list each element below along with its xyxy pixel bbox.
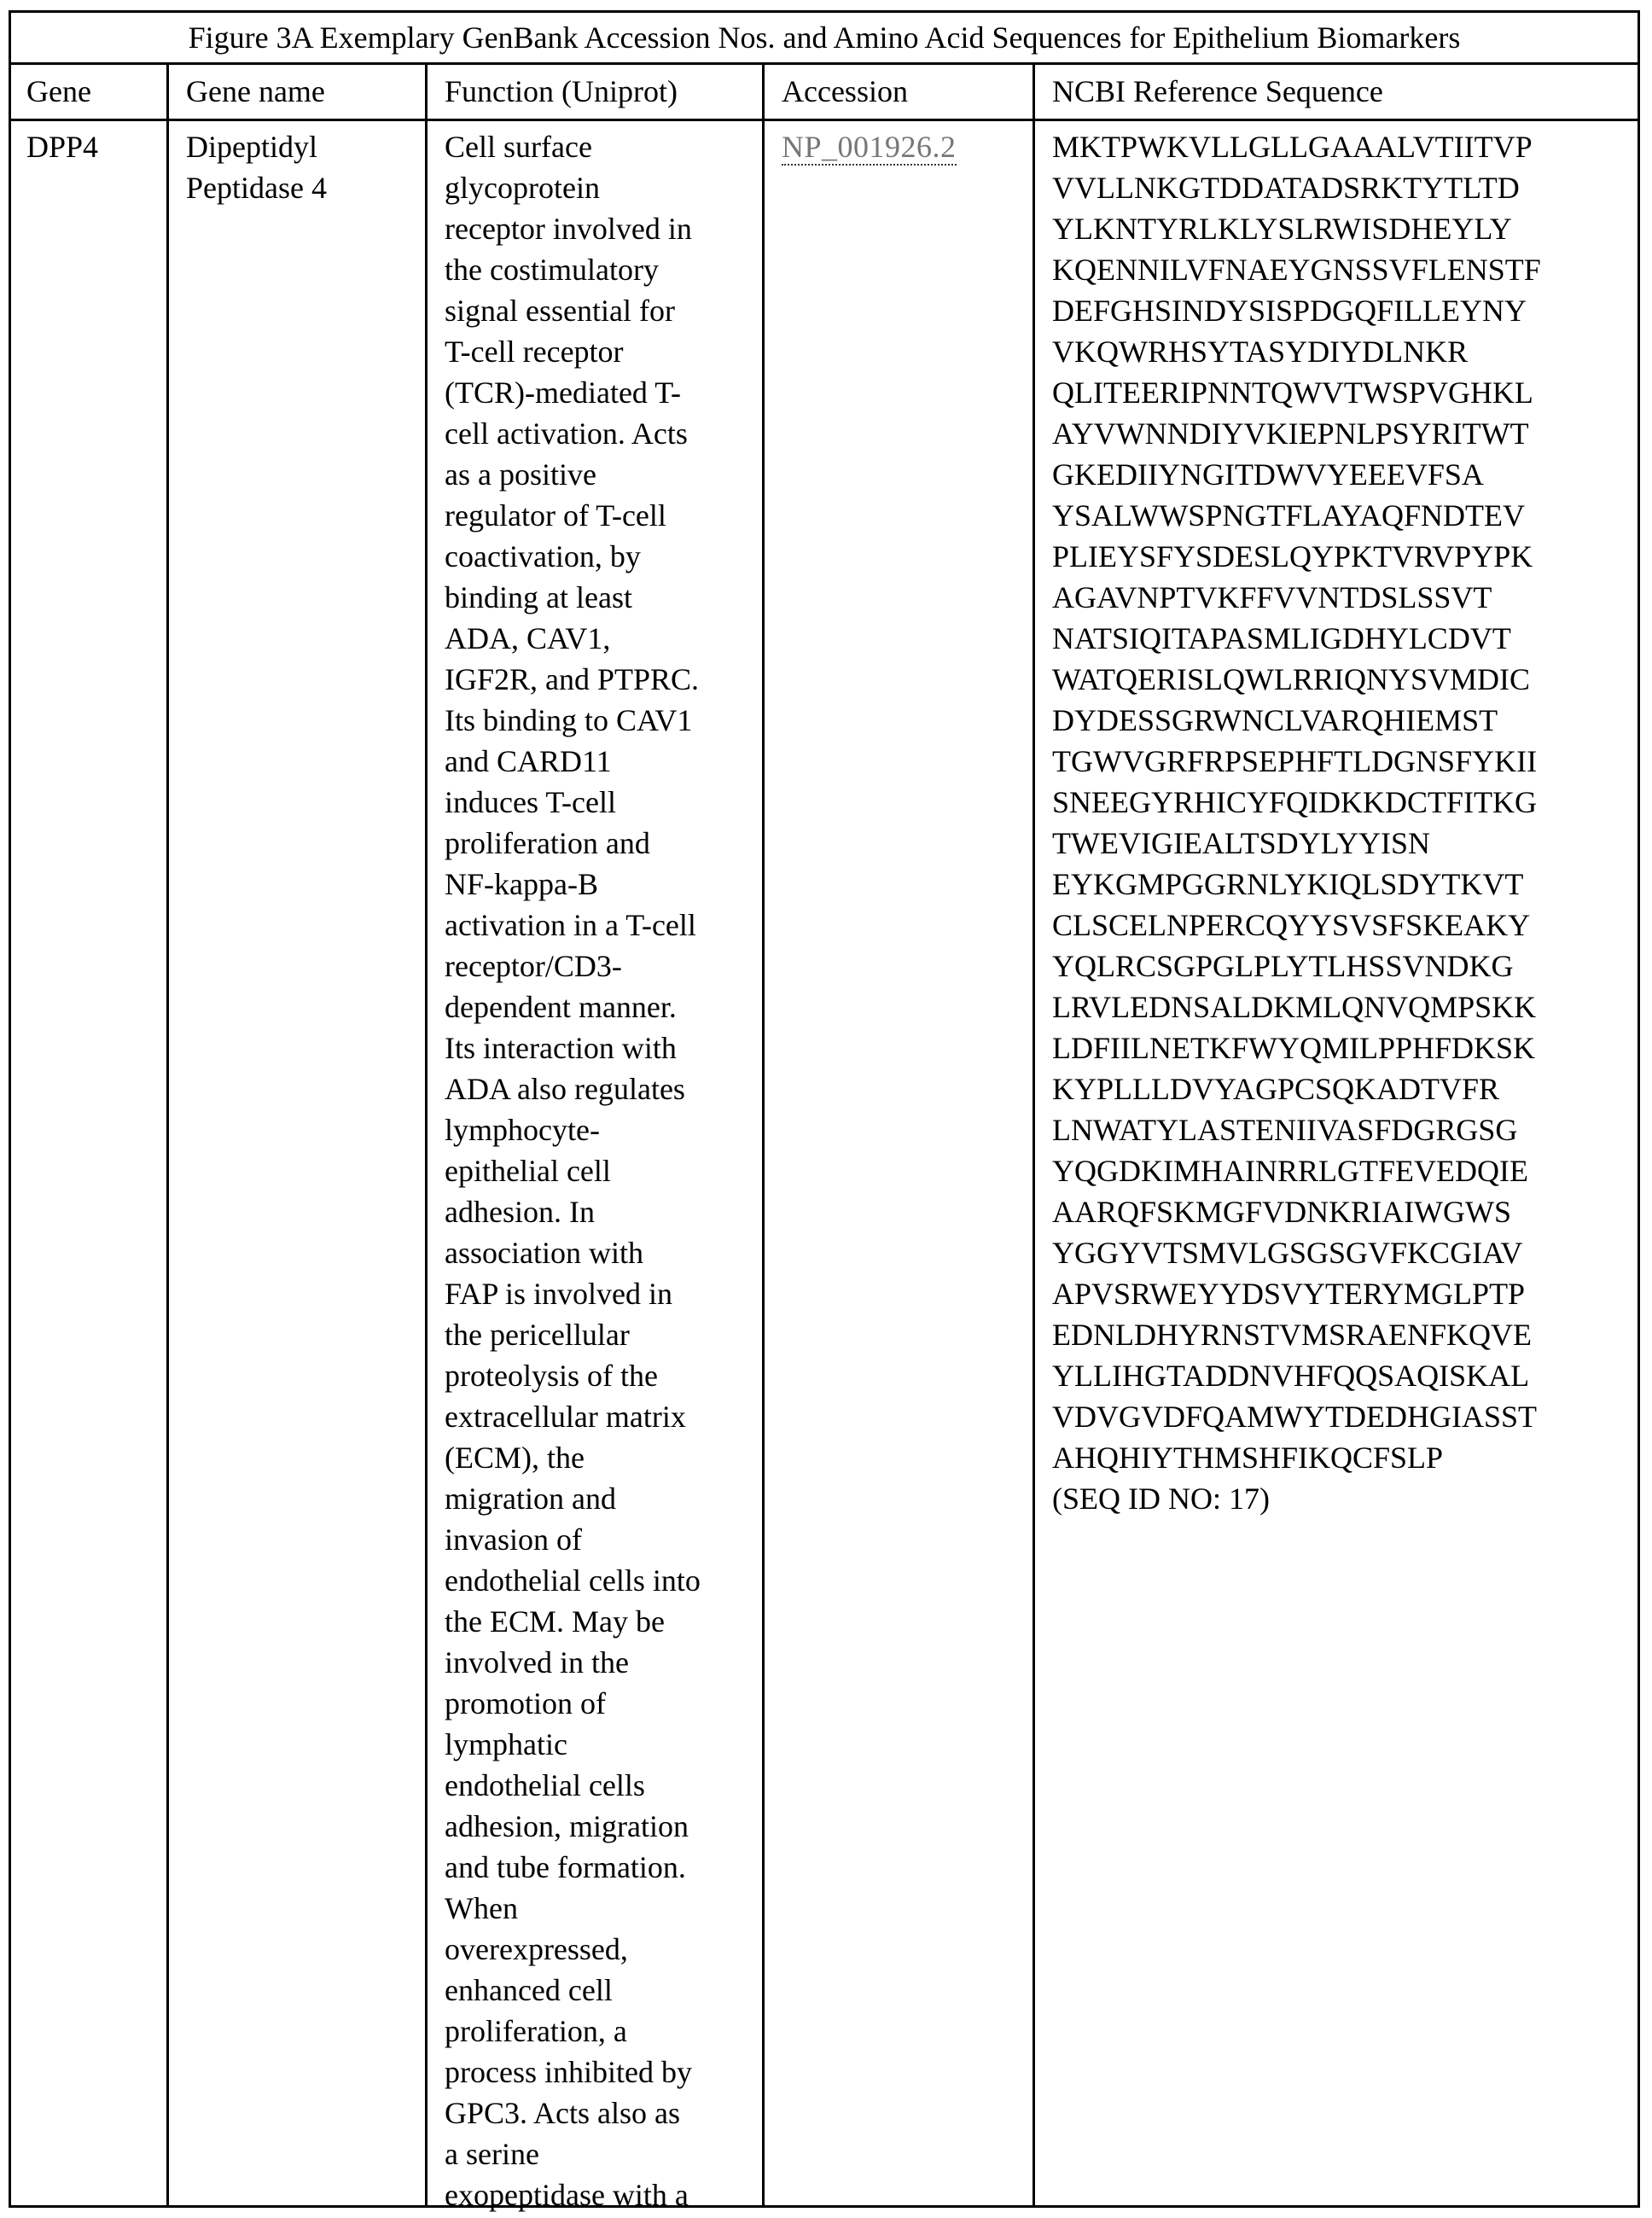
- function-text-line: When: [445, 1891, 518, 1925]
- sequence-line: (SEQ ID NO: 17): [1052, 1482, 1270, 1516]
- sequence-line: SNEEGYRHICYFQIDKKDCTFITKG: [1052, 785, 1538, 819]
- sequence-line: AHQHIYTHMSHFIKQCFSLP: [1052, 1441, 1444, 1475]
- table-row: [11, 121, 1637, 2212]
- function-text-line: proliferation, a: [445, 2014, 627, 2048]
- sequence-line: AARQFSKMGFVDNKRIAIWGWS: [1052, 1195, 1512, 1229]
- column-header-accession: Accession: [765, 65, 1035, 119]
- column-header-sequence: NCBI Reference Sequence: [1052, 74, 1383, 108]
- function-text-line: Its interaction with: [445, 1031, 677, 1065]
- sequence-line: VDVGVDFQAMWYTDEDHGIASST: [1052, 1400, 1537, 1434]
- function-text-line: regulator of T-cell: [445, 498, 666, 533]
- gene-name-line: Dipeptidyl: [186, 130, 317, 164]
- function-text-line: adhesion. In: [445, 1195, 595, 1229]
- sequence-line: PLIEYSFYSDESLQYPKTVRVPYPK: [1052, 539, 1533, 573]
- function-text-line: endothelial cells into: [445, 1563, 701, 1598]
- function-text-line: as a positive: [445, 457, 596, 492]
- function-text-line: a serine: [445, 2137, 539, 2171]
- function-text-line: activation in a T-cell: [445, 908, 696, 942]
- function-text-line: (TCR)-mediated T-: [445, 375, 681, 410]
- gene-name-cell: [169, 121, 428, 2205]
- sequence-line: VVLLNKGTDDATADSRKTYTLTD: [1052, 171, 1520, 205]
- function-text-line: FAP is involved in: [445, 1277, 673, 1311]
- accession-link[interactable]: NP_001926.2: [782, 130, 957, 164]
- sequence-line: AYVWNNDIYVKIEPNLPSYRITWT: [1052, 416, 1529, 451]
- sequence-line: EDNLDHYRNSTVMSRAENFKQVE: [1052, 1318, 1533, 1352]
- sequence-line: YQGDKIMHAINRRLGTFEVEDQIE: [1052, 1154, 1528, 1188]
- function-text-line: exopeptidase with a: [445, 2178, 689, 2212]
- function-text-line: lymphatic: [445, 1727, 567, 1761]
- function-text-line: invasion of: [445, 1522, 582, 1557]
- sequence-line: MKTPWKVLLGLLGAAALVTIITVP: [1052, 130, 1533, 164]
- function-text-line: receptor/CD3-: [445, 949, 622, 983]
- sequence-line: YQLRCSGPGLPLYTLHSSVNDKG: [1052, 949, 1514, 983]
- function-text-line: ADA, CAV1,: [445, 621, 611, 655]
- column-header-gene-name: Gene name: [169, 65, 428, 119]
- function-text-line: association with: [445, 1236, 643, 1270]
- function-text-line: the ECM. May be: [445, 1604, 665, 1639]
- accession-cell: [765, 121, 1035, 2205]
- function-text-line: promotion of: [445, 1686, 606, 1720]
- function-text-line: proteolysis of the: [445, 1359, 658, 1393]
- function-text-line: ADA also regulates: [445, 1072, 685, 1106]
- function-text-line: induces T-cell: [445, 785, 616, 819]
- function-text-line: and tube formation.: [445, 1850, 686, 1884]
- function-text-line: endothelial cells: [445, 1768, 645, 1802]
- function-text-line: adhesion, migration: [445, 1809, 689, 1843]
- function-text-line: cell activation. Acts: [445, 416, 688, 451]
- sequence-line: KQENNILVFNAEYGNSSVFLENSTF: [1052, 253, 1541, 287]
- sequence-line: DEFGHSINDYSISPDGQFILLEYNY: [1052, 294, 1527, 328]
- sequence-line: CLSCELNPERCQYYSVSFSKEAKY: [1052, 908, 1531, 942]
- function-text-line: (ECM), the: [445, 1441, 585, 1475]
- sequence-line: WATQERISLQWLRRIQNYSVMDIC: [1052, 662, 1530, 696]
- function-text-line: overexpressed,: [445, 1932, 628, 1966]
- table-header-row: [11, 65, 1637, 121]
- sequence-cell: [1035, 121, 1637, 2205]
- function-text-line: enhanced cell: [445, 1973, 613, 2007]
- function-text-line: binding at least: [445, 580, 632, 614]
- function-text-line: migration and: [445, 1482, 616, 1516]
- sequence-line: YGGYVTSMVLGSGSGVFKCGIAV: [1052, 1236, 1523, 1270]
- sequence-line: YLKNTYRLKLYSLRWISDHEYLY: [1052, 212, 1512, 246]
- function-text-line: Its binding to CAV1: [445, 703, 693, 737]
- function-text-line: receptor involved in: [445, 212, 692, 246]
- sequence-line: GKEDIIYNGITDWVYEEEVFSA: [1052, 457, 1484, 492]
- function-text-line: T-cell receptor: [445, 335, 624, 369]
- sequence-line: QLITEERIPNNTQWVTWSPVGHKL: [1052, 375, 1533, 410]
- function-text-line: extracellular matrix: [445, 1400, 686, 1434]
- sequence-line: LDFIILNETKFWYQMILPPHFDKSK: [1052, 1031, 1536, 1065]
- sequence-line: DYDESSGRWNCLVARQHIEMST: [1052, 703, 1498, 737]
- sequence-line: VKQWRHSYTASYDIYDLNKR: [1052, 335, 1469, 369]
- sequence-line: YSALWWSPNGTFLAYAQFNDTEV: [1052, 498, 1526, 533]
- function-text-line: GPC3. Acts also as: [445, 2096, 681, 2130]
- function-text-line: lymphocyte-: [445, 1113, 600, 1147]
- column-header-gene: Gene: [11, 65, 169, 119]
- column-header-function: Function (Uniprot): [428, 65, 765, 119]
- sequence-line: TGWVGRFRPSEPHFTLDGNSFYKII: [1052, 744, 1538, 778]
- function-text-line: epithelial cell: [445, 1154, 611, 1188]
- gene-cell: [11, 121, 169, 2205]
- sequence-line: KYPLLLDVYAGPCSQKADTVFR: [1052, 1072, 1500, 1106]
- sequence-line: LNWATYLASTENIIVASFDGRGSG: [1052, 1113, 1518, 1147]
- gene-name-line: Peptidase 4: [186, 171, 327, 205]
- function-text-line: Cell surface: [445, 130, 592, 164]
- function-text-line: NF-kappa-B: [445, 867, 598, 901]
- sequence-line: TWEVIGIEALTSDYLYYISN: [1052, 826, 1431, 860]
- function-cell: [428, 121, 765, 2212]
- function-text-line: and CARD11: [445, 744, 612, 778]
- function-text-line: IGF2R, and PTPRC.: [445, 662, 700, 696]
- function-text-line: signal essential for: [445, 294, 675, 328]
- sequence-line: YLLIHGTADDNVHFQQSAQISKAL: [1052, 1359, 1530, 1393]
- function-text-line: involved in the: [445, 1645, 629, 1680]
- sequence-line: APVSRWEYYDSVYTERYMGLPTP: [1052, 1277, 1526, 1311]
- function-text-line: coactivation, by: [445, 539, 641, 573]
- sequence-line: NATSIQITAPASMLIGDHYLCDVT: [1052, 621, 1511, 655]
- function-text-line: proliferation and: [445, 826, 650, 860]
- function-text-line: the costimulatory: [445, 253, 659, 287]
- function-text-line: glycoprotein: [445, 171, 600, 205]
- sequence-line: EYKGMPGGRNLYKIQLSDYTKVT: [1052, 867, 1524, 901]
- table-title: Figure 3A Exemplary GenBank Accession Nos. and Amino Acid Sequences for Epithelium Biomarkers: [11, 13, 1637, 65]
- gene-symbol: DPP4: [26, 130, 99, 164]
- sequence-line: AGAVNPTVKFFVVNTDSLSSVT: [1052, 580, 1492, 614]
- function-text-line: dependent manner.: [445, 990, 677, 1024]
- sequence-line: LRVLEDNSALDKMLQNVQMPSKK: [1052, 990, 1537, 1024]
- function-text-line: process inhibited by: [445, 2055, 692, 2089]
- function-text-line: the pericellular: [445, 1318, 630, 1352]
- biomarker-table: [9, 10, 1640, 2212]
